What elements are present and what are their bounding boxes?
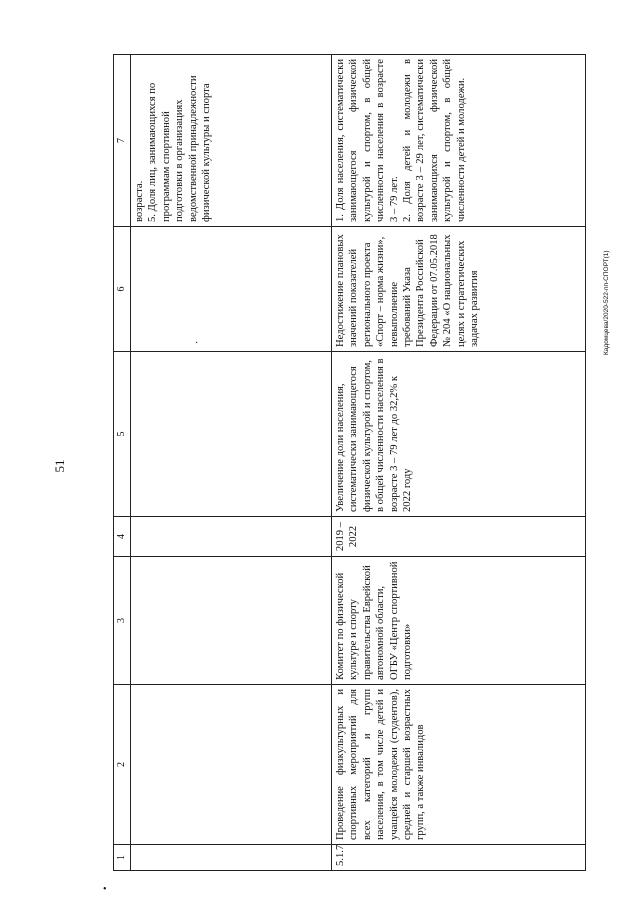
header-cell-7: 7 <box>114 55 131 227</box>
margin-dot: • <box>103 884 107 895</box>
cell-responsible: Комитет по физической культуре и спорту правительства Еврейской автономной области, ОГБУ «Центр спортивной подготовки» <box>332 557 586 685</box>
cell-expected-result: Увеличение доли населения, систематически занимающегося физической культурой и спортом, в общей численности населения в возрасте 3 – 79 лет до 32,2% к 2022 году <box>332 352 586 517</box>
header-cell-2: 2 <box>114 685 131 845</box>
margin-tick: · <box>195 338 199 349</box>
header-cell-5: 5 <box>114 352 131 517</box>
table-row-continuation <box>131 55 332 871</box>
cell-empty <box>131 845 332 871</box>
cell-empty <box>131 685 332 845</box>
cell-event-name: Проведение физкультурных и спортивных мероприятий для всех категорий и групп населения, в том числе детей и учащейся молодежи (студентов), средней и старшей возрастных групп, а также инвалидов <box>332 685 586 845</box>
cell-item-number: 5.1.7 <box>332 845 586 871</box>
cell-indicators: 1. Доля населения, систематически занимающегося физической культурой и спортом, в общей численности населения в возрасте 3 – 79 лет. 2. Доля детей и молодежи в возрасте 3 – 29 лет, систематически занимающихся физической культурой и спортом, в общей численности детей и молодежи. <box>332 55 586 227</box>
header-row <box>114 55 131 871</box>
header-cell-4: 4 <box>114 517 131 557</box>
events-table <box>113 54 586 871</box>
cell-indicators-cont: возраста. 5. Доля лиц, занимающихся по программам спортивной подготовки в организациях ведомственной принадлежности физической культуры и спорта <box>131 55 332 227</box>
cell-empty <box>131 352 332 517</box>
document-code-note: Кадомцева/2020-522-пп-СПОРТ(1) <box>603 250 610 355</box>
header-cell-6: 6 <box>114 227 131 352</box>
header-cell-3: 3 <box>114 557 131 685</box>
page-number: 51 <box>52 459 67 473</box>
cell-empty <box>131 517 332 557</box>
cell-consequences: Недостижение плановых значений показателей регионального проекта «Спорт – норма жизни», невыполнение требований Указа Президента Российской Федерации от 07.05.2018 № 204 «О национальных целях и стратегических задачах развития <box>332 227 586 352</box>
header-cell-1: 1 <box>114 845 131 871</box>
table-row-5-1-7 <box>332 55 586 871</box>
cell-period: 2019 – 2022 <box>332 517 586 557</box>
cell-empty <box>131 227 332 352</box>
rotated-page <box>113 55 576 871</box>
cell-empty <box>131 557 332 685</box>
